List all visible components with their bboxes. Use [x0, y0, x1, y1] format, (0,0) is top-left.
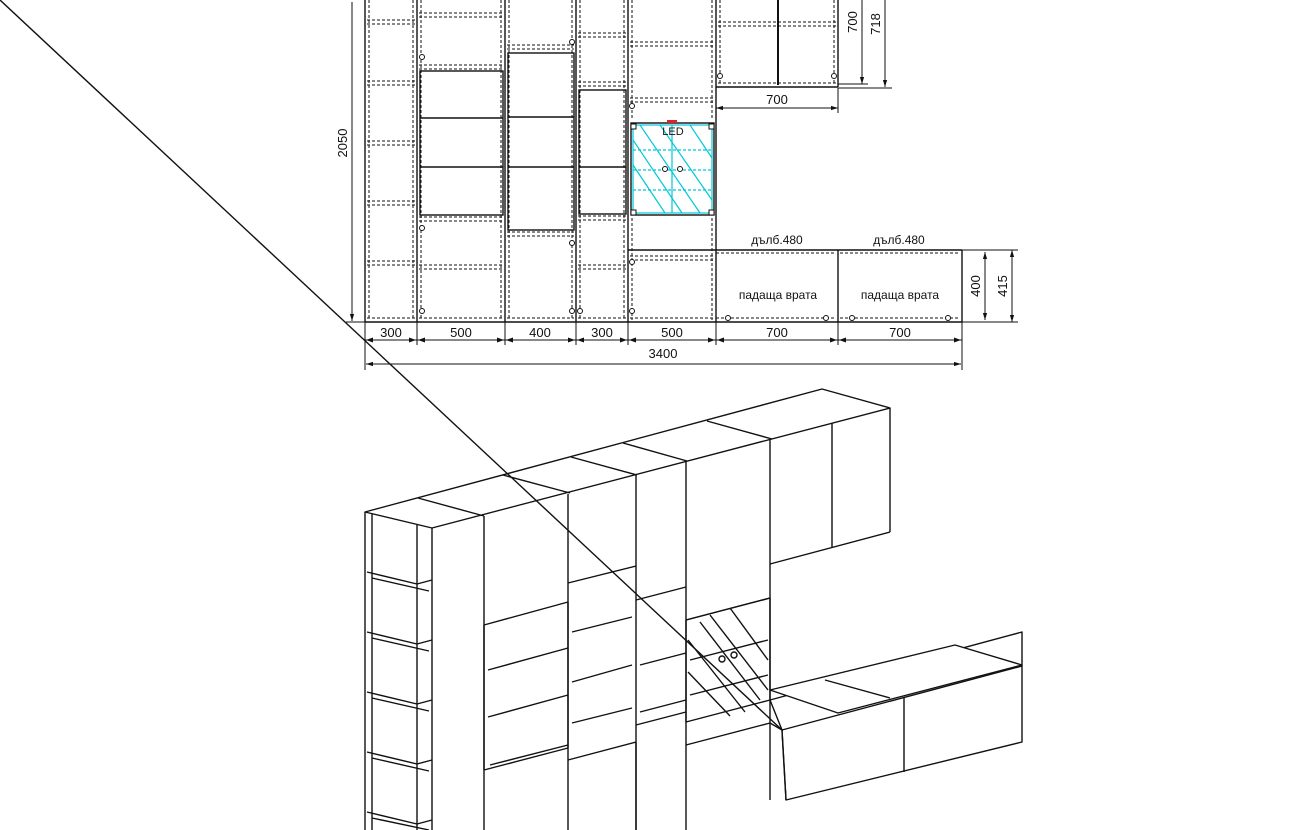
seg-width-5: 500: [661, 325, 683, 340]
glass-niche: [633, 125, 712, 213]
front-elevation: [365, 0, 962, 322]
led-strip-icon: [667, 120, 677, 123]
hinges: [420, 40, 951, 321]
seg-width-3: 400: [529, 325, 551, 340]
dim-total-label: 3400: [648, 346, 678, 361]
drop-door-label-2: падаща врата: [860, 288, 940, 302]
depth-label-2: дълб.480: [873, 233, 925, 247]
drop-door-label-1: падаща врата: [738, 288, 818, 302]
seg-width-6: 700: [766, 325, 788, 340]
dim-low-b-label: 415: [995, 275, 1010, 297]
seg-width-4: 300: [591, 325, 613, 340]
seg-width-1: 300: [380, 325, 402, 340]
seg-width-7: 700: [889, 325, 911, 340]
seg-width-2: 500: [450, 325, 472, 340]
led-label: LED: [662, 126, 684, 138]
dim-height-label: 2050: [335, 128, 350, 158]
dim-upper-b-label: 718: [868, 13, 883, 35]
dim-upper-width-label: 700: [766, 92, 788, 107]
dim-low-a-label: 400: [968, 275, 983, 297]
dimension-lines: [346, 0, 1018, 370]
dim-upper-a-label: 700: [845, 11, 860, 33]
depth-label-1: дълб.480: [751, 233, 803, 247]
